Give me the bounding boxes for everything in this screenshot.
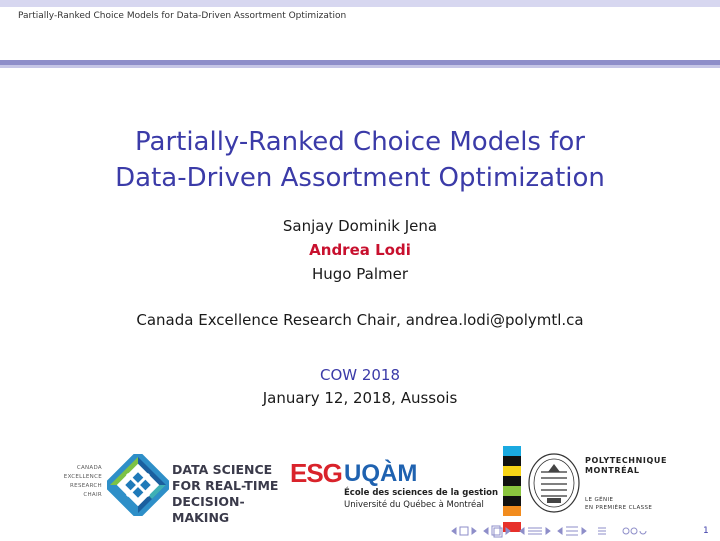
nav-section-icon[interactable] [528, 528, 542, 534]
cerc-tagline-line: DECISION-MAKING [172, 494, 245, 525]
nav-doc-next-icon[interactable] [582, 528, 586, 534]
cerc-data-science-logo [60, 452, 280, 525]
cerc-mark-icon [107, 454, 169, 516]
esg-wordmark: ESG [290, 458, 342, 488]
nav-appendix-icon[interactable] [598, 528, 606, 534]
poly-color-stripes [503, 446, 521, 532]
poly-seal-icon [527, 452, 581, 514]
slide-title [0, 124, 720, 196]
esg-school-name: École des sciences de la gestion [344, 488, 499, 498]
poly-name-line: POLYTECHNIQUE [585, 456, 668, 465]
author-list [0, 214, 720, 286]
author-palmer: Hugo Palmer [312, 265, 408, 283]
nav-doc-prev-icon[interactable] [558, 528, 562, 534]
nav-subsection-prev-icon[interactable] [484, 528, 488, 534]
esg-uqam-logo [288, 458, 499, 518]
page-number: 1 [703, 526, 709, 536]
esg-university-name: Université du Québec à Montréal [344, 500, 484, 510]
cerc-label [60, 464, 102, 500]
nav-section-next-icon[interactable] [546, 528, 550, 534]
cerc-tagline [172, 462, 280, 526]
cerc-tagline-line: FOR REAL-TIME [172, 478, 279, 493]
author-lodi-presenter: Andrea Lodi [309, 241, 411, 259]
nav-frame-prev-icon[interactable] [452, 528, 456, 534]
date-place: January 12, 2018, Aussois [262, 389, 458, 407]
poly-name-line: MONTRÉAL [585, 466, 640, 475]
beamer-navigation [448, 524, 698, 538]
event-info [0, 364, 720, 410]
running-header [0, 7, 720, 25]
nav-search-icon[interactable] [623, 528, 646, 534]
nav-subsection-icon[interactable] [492, 526, 502, 537]
cerc-tagline-line: DATA SCIENCE [172, 462, 273, 477]
title-line-2: Data-Driven Assortment Optimization [115, 163, 605, 193]
cerc-label-line: EXCELLENCE [63, 474, 102, 480]
cerc-label-line: RESEARCH [70, 483, 102, 489]
top-strip [0, 0, 720, 7]
polytechnique-logo [503, 446, 693, 532]
nav-frame-next-icon[interactable] [472, 528, 476, 534]
nav-subsection-next-icon[interactable] [506, 528, 510, 534]
poly-slogan-line: EN PREMIÈRE CLASSE [585, 505, 653, 511]
affiliation: Canada Excellence Research Chair, andrea.lodi@polymtl.ca [136, 311, 584, 329]
uqam-wordmark: UQÀM [344, 460, 418, 487]
title-line-1: Partially-Ranked Choice Models for [135, 127, 585, 157]
header-rule-light [0, 65, 720, 68]
nav-section-prev-icon[interactable] [520, 528, 524, 534]
author-jena: Sanjay Dominik Jena [282, 217, 438, 235]
nav-frame-icon[interactable] [460, 527, 468, 535]
conference-name: COW 2018 [319, 366, 401, 384]
nav-doc-icon[interactable] [566, 527, 578, 535]
running-title: Partially-Ranked Choice Models for Data-Driven Assortment Optimization [18, 11, 347, 21]
poly-slogan [585, 496, 652, 512]
cerc-label-line: CHAIR [83, 492, 102, 498]
cerc-label-line: CANADA [76, 465, 102, 471]
poly-slogan-line: LE GÉNIE [585, 497, 614, 503]
poly-name [585, 456, 667, 476]
